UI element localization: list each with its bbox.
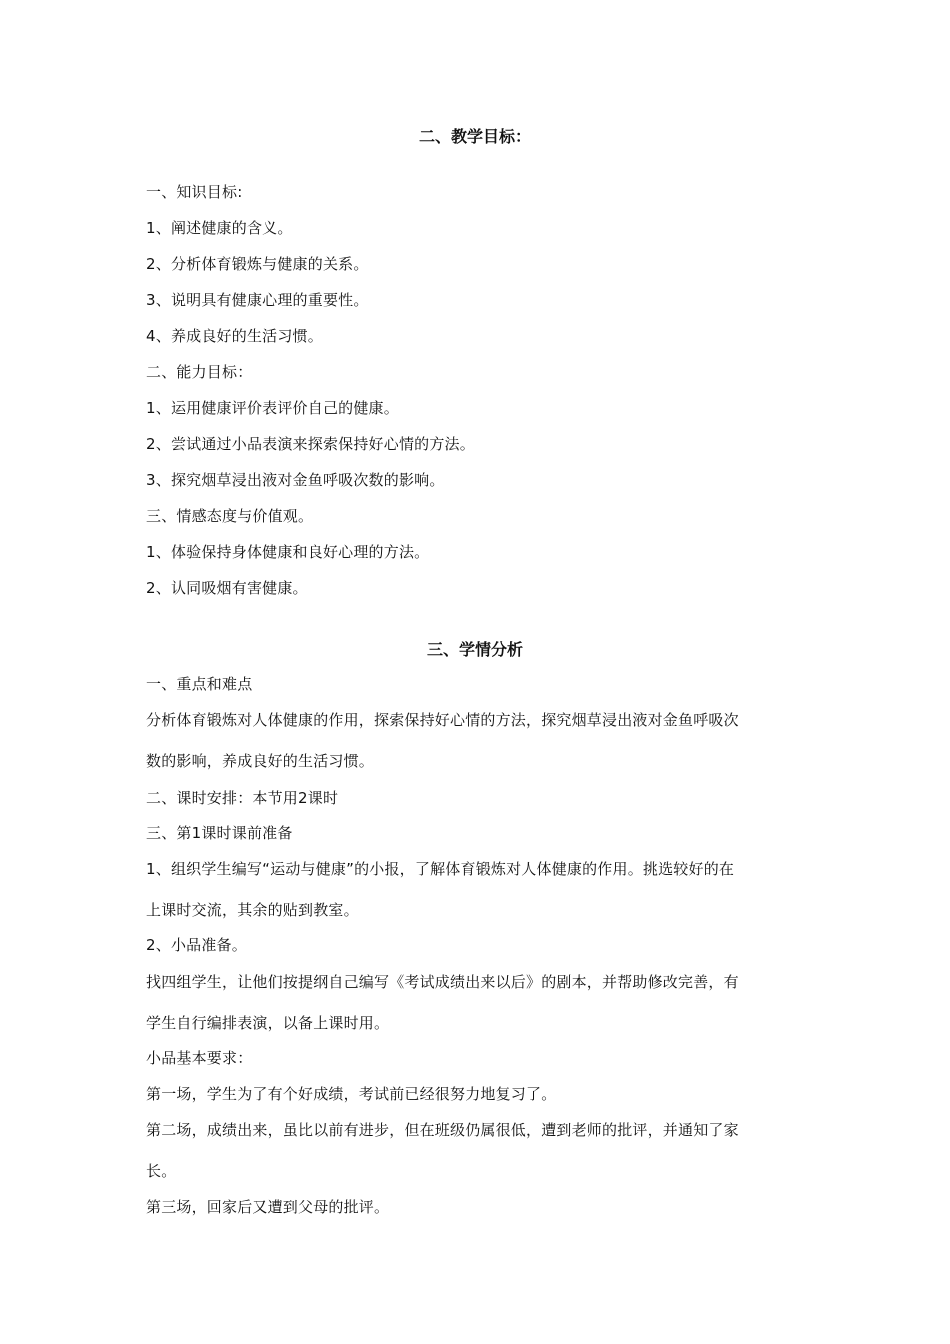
text-line: 1、运用健康评价表评价自己的健康。	[146, 399, 399, 417]
text-line: 二、能力目标：	[146, 363, 253, 381]
text-line: 2、尝试通过小品表演来探索保持好心情的方法。	[146, 435, 475, 453]
text-line: 一、重点和难点	[146, 675, 253, 693]
text-line: 一、知识目标:	[146, 183, 243, 201]
text-line: 数的影响，养成良好的生活习惯。	[146, 752, 375, 770]
text-line: 1、组织学生编写“运动与健康”的小报，了解体育锻炼对人体健康的作用。挑选较好的在	[146, 860, 735, 878]
text-line: 三、第1课时课前准备	[146, 824, 293, 842]
text-line: 长。	[146, 1162, 177, 1180]
text-line: 4、养成良好的生活习惯。	[146, 327, 323, 345]
text-line: 找四组学生，让他们按提纲自己编写《考试成绩出来以后》的剧本，并帮助修改完善，有	[146, 973, 739, 991]
text-line: 学生自行编排表演，以备上课时用。	[146, 1014, 390, 1032]
text-line: 第二场，成绩出来，虽比以前有进步，但在班级仍属很低，遭到老师的批评，并通知了家	[146, 1121, 739, 1139]
section-heading-teaching-goals: 二、教学目标：	[418, 127, 531, 146]
text-line: 小品基本要求：	[146, 1049, 253, 1067]
text-line: 上课时交流，其余的贴到教室。	[146, 901, 359, 919]
text-line: 第一场，学生为了有个好成绩，考试前已经很努力地复习了。	[146, 1085, 557, 1103]
text-line: 分析体育锻炼对人体健康的作用，探索保持好心情的方法，探究烟草浸出液对金鱼呼吸次	[146, 711, 739, 729]
text-line: 2、小品准备。	[146, 936, 247, 954]
text-line: 2、分析体育锻炼与健康的关系。	[146, 255, 369, 273]
text-line: 1、阐述健康的含义。	[146, 219, 293, 237]
text-line: 3、说明具有健康心理的重要性。	[146, 291, 369, 309]
text-line: 3、探究烟草浸出液对金鱼呼吸次数的影响。	[146, 471, 445, 489]
text-line: 三、情感态度与价值观。	[146, 507, 314, 525]
text-line: 第三场，回家后又遭到父母的批评。	[146, 1198, 390, 1216]
section-heading-learning-analysis: 三、学情分析	[426, 640, 523, 659]
text-line: 二、课时安排：本节用2课时	[146, 789, 339, 807]
text-line: 2、认同吸烟有害健康。	[146, 579, 308, 597]
text-line: 1、体验保持身体健康和良好心理的方法。	[146, 543, 430, 561]
